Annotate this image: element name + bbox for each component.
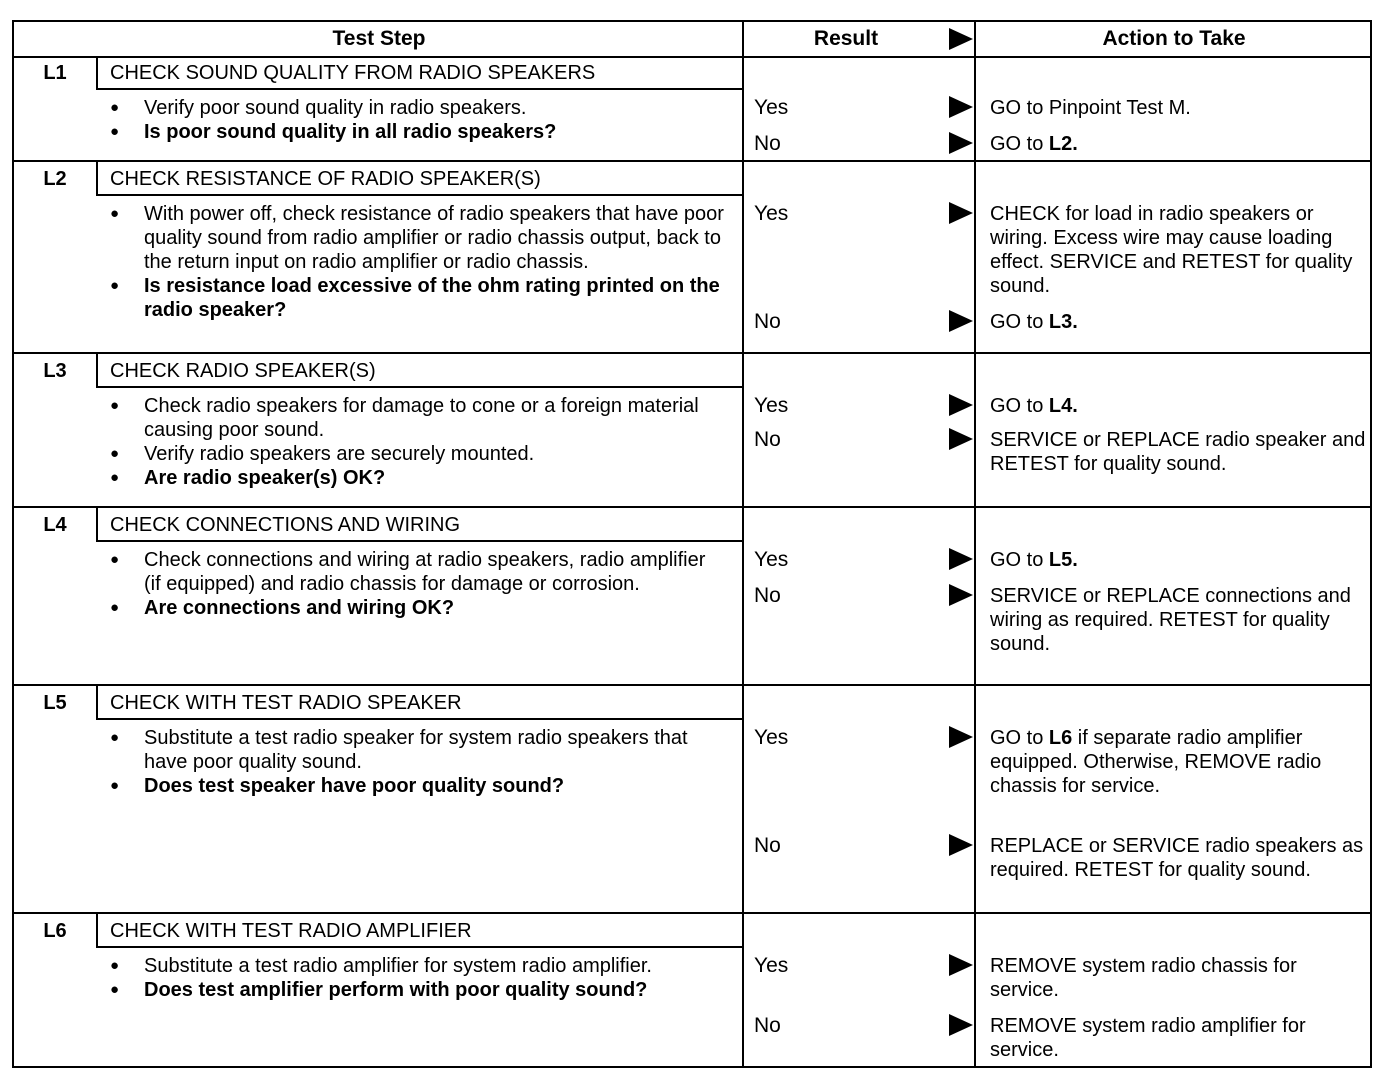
test-table (12, 20, 1372, 1068)
result-yes: Yes (754, 202, 789, 225)
action-text: REMOVE system radio chassis for service. (990, 955, 1297, 1001)
action-text: GO to L4. (990, 395, 1078, 417)
result-no: No (754, 132, 781, 155)
step-question: ● Are radio speaker(s) OK? (106, 466, 726, 490)
step-title: CHECK RESISTANCE OF RADIO SPEAKER(S) (96, 162, 744, 196)
result-yes: Yes (754, 548, 789, 571)
action-text: SERVICE or REPLACE connections and wiring as required. RETEST for quality sound. (990, 585, 1351, 655)
test-step-header: Test Step (332, 27, 426, 50)
result-arrow-icon (949, 1014, 973, 1036)
step-question: ● Are connections and wiring OK? (106, 596, 726, 620)
step-l3 (14, 354, 1370, 508)
action-text: GO to L5. (990, 549, 1078, 571)
result-yes: Yes (754, 96, 789, 119)
step-id: L5 (43, 692, 67, 714)
step-instruction: ● With power off, check resistance of radio speakers that have poor quality sound from radio amplifier or radio chassis output, back to the return input on radio amplifier or radio chassis. (106, 202, 726, 274)
step-instruction: ● Substitute a test radio amplifier for system radio amplifier. (106, 954, 726, 978)
result-no: No (754, 1014, 781, 1037)
result-arrow-icon (949, 96, 973, 118)
action-text: REMOVE system radio amplifier for service. (990, 1015, 1306, 1061)
step-body (106, 394, 726, 490)
step-instruction: ● Verify radio speakers are securely mounted. (106, 442, 726, 466)
step-l2 (14, 162, 1370, 354)
table-header (14, 22, 1370, 58)
step-title: CHECK SOUND QUALITY FROM RADIO SPEAKERS (96, 56, 744, 90)
step-l1 (14, 56, 1370, 162)
result-arrow-icon (949, 202, 973, 224)
step-id: L4 (43, 514, 67, 536)
step-l6 (14, 914, 1370, 1070)
action-text: CHECK for load in radio speakers or wiring. Excess wire may cause loading effect. SERVICE and RETEST for quality sound. (990, 203, 1353, 297)
step-title: CHECK RADIO SPEAKER(S) (96, 354, 744, 388)
step-body (106, 548, 726, 620)
step-id: L2 (43, 168, 67, 190)
result-arrow-icon (949, 726, 973, 748)
step-body (106, 954, 726, 1002)
step-instruction: ● Check connections and wiring at radio speakers, radio amplifier (if equipped) and radio chassis for damage or corrosion. (106, 548, 726, 596)
step-question: ● Is poor sound quality in all radio speakers? (106, 120, 726, 144)
result-arrow-icon (949, 428, 973, 450)
result-no: No (754, 584, 781, 607)
result-yes: Yes (754, 394, 789, 417)
action-text: GO to Pinpoint Test M. (990, 97, 1191, 119)
step-question: ● Does test speaker have poor quality sound? (106, 774, 726, 798)
result-no: No (754, 834, 781, 857)
step-body (106, 96, 726, 144)
result-no: No (754, 310, 781, 333)
result-header-arrow-icon (949, 28, 973, 50)
result-arrow-icon (949, 834, 973, 856)
step-body (106, 202, 726, 322)
result-yes: Yes (754, 726, 789, 749)
result-arrow-icon (949, 132, 973, 154)
step-l4 (14, 508, 1370, 686)
step-instruction: ● Substitute a test radio speaker for system radio speakers that have poor quality sound. (106, 726, 726, 774)
step-id: L1 (43, 62, 67, 84)
step-question: ● Is resistance load excessive of the ohm rating printed on the radio speaker? (106, 274, 726, 322)
result-arrow-icon (949, 310, 973, 332)
step-instruction: ● Check radio speakers for damage to cone or a foreign material causing poor sound. (106, 394, 726, 442)
result-arrow-icon (949, 584, 973, 606)
result-arrow-icon (949, 548, 973, 570)
step-id: L6 (43, 920, 67, 942)
result-yes: Yes (754, 954, 789, 977)
step-title: CHECK WITH TEST RADIO AMPLIFIER (96, 914, 744, 948)
step-question: ● Does test amplifier perform with poor quality sound? (106, 978, 726, 1002)
step-id: L3 (43, 360, 67, 382)
result-arrow-icon (949, 954, 973, 976)
result-header: Result (813, 27, 879, 50)
result-arrow-icon (949, 394, 973, 416)
action-text: GO to L3. (990, 311, 1078, 333)
step-title: CHECK WITH TEST RADIO SPEAKER (96, 686, 744, 720)
step-instruction: ● Verify poor sound quality in radio speakers. (106, 96, 726, 120)
step-title: CHECK CONNECTIONS AND WIRING (96, 508, 744, 542)
step-body (106, 726, 726, 798)
action-text: GO to L2. (990, 133, 1078, 155)
step-l5 (14, 686, 1370, 914)
action-header: Action to Take (1102, 27, 1246, 50)
action-text: GO to L6 if separate radio amplifier equipped. Otherwise, REMOVE radio chassis for service. (990, 727, 1322, 797)
result-no: No (754, 428, 781, 451)
action-text: SERVICE or REPLACE radio speaker and RETEST for quality sound. (990, 429, 1366, 475)
action-text: REPLACE or SERVICE radio speakers as required. RETEST for quality sound. (990, 835, 1364, 881)
